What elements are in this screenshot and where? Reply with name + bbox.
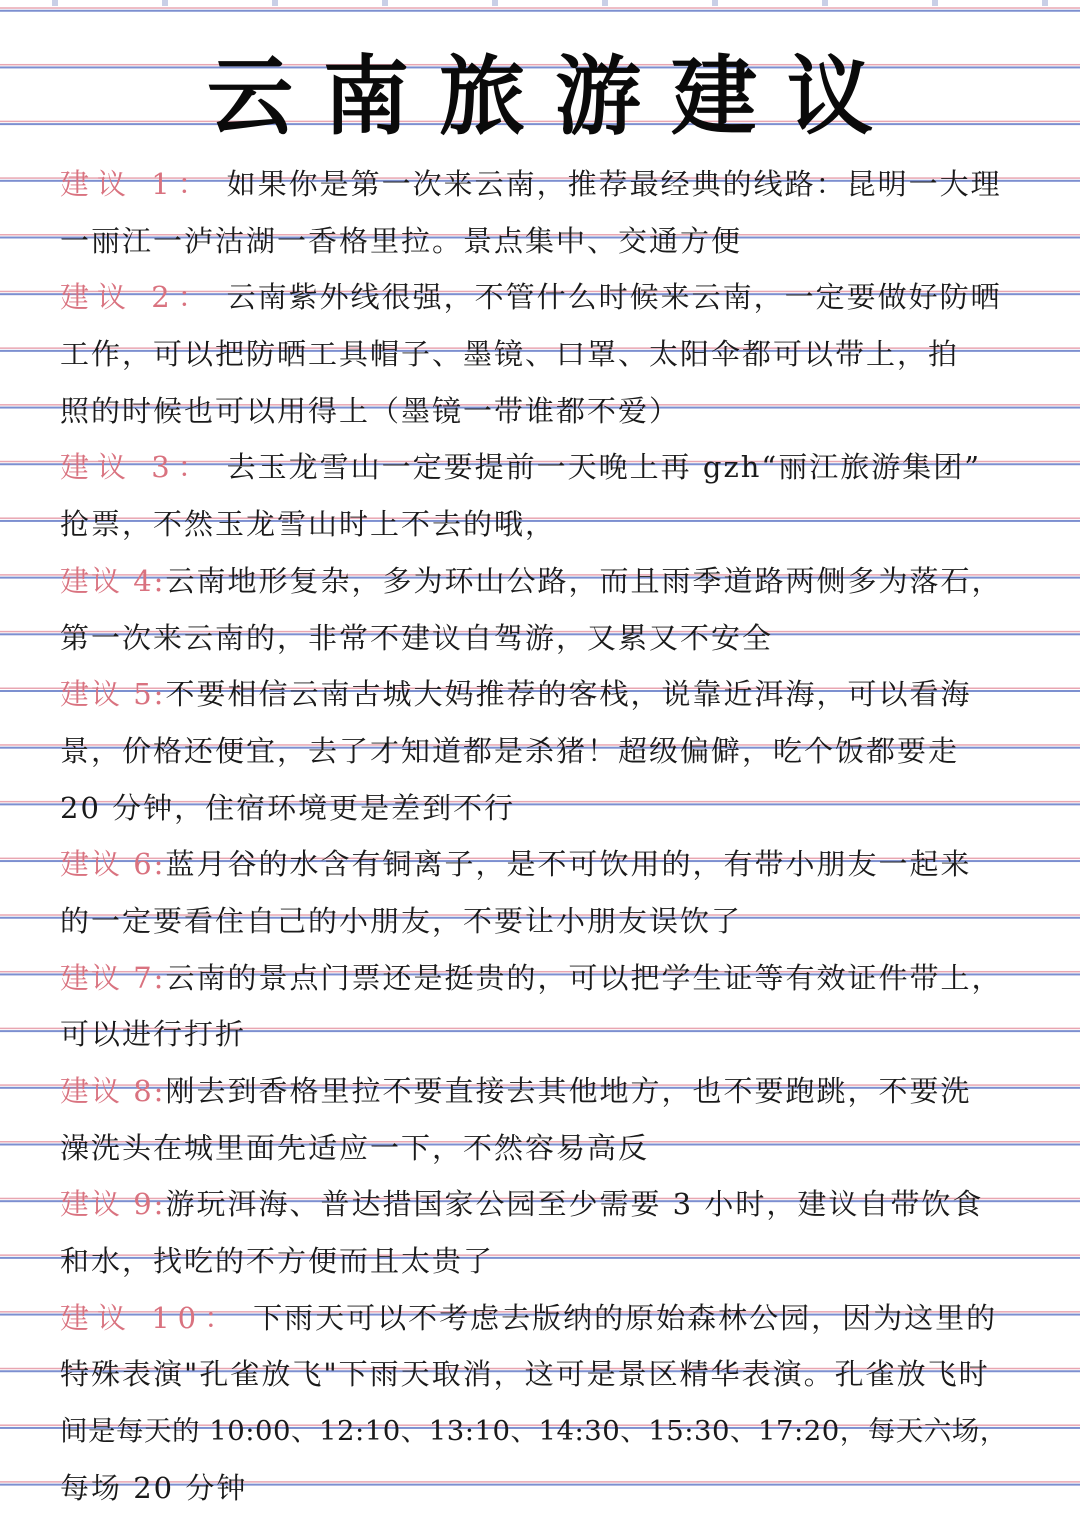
tip-10-line-1: 建议 10： 下雨天可以不考虑去版纳的原始森林公园，因为这里的 xyxy=(60,1290,1020,1347)
tip-4-line-1: 建议 4:云南地形复杂，多为环山公路，而且雨季道路两侧多为落石， xyxy=(60,553,1020,610)
tip-1-line-1: 建议 1： 如果你是第一次来云南，推荐最经典的线路：昆明一大理 xyxy=(60,156,1020,213)
tip-10-line-4: 每场 20 分钟 xyxy=(60,1470,248,1505)
tips-list xyxy=(60,156,1020,1517)
tip-10-line-2: 特殊表演"孔雀放飞"下雨天取消，这可是景区精华表演。孔雀放飞时 xyxy=(60,1357,990,1392)
tip-10-label: 建议 10： xyxy=(60,1300,242,1335)
page-title: 云南旅游建议 xyxy=(207,46,903,147)
tip-4-label: 建议 4: xyxy=(60,563,166,598)
tip-5-line-1: 建议 5:不要相信云南古城大妈推荐的客栈，说靠近洱海，可以看海 xyxy=(60,666,1020,723)
tip-8-line-1: 建议 8:刚去到香格里拉不要直接去其他地方，也不要跑跳，不要洗 xyxy=(60,1063,1020,1120)
tip-7-line-2: 可以进行打折 xyxy=(60,1017,247,1052)
tip-9-line-1: 建议 9:游玩洱海、普达措国家公园至少需要 3 小时，建议自带饮食 xyxy=(60,1176,1020,1233)
tip-1-label: 建议 1： xyxy=(60,167,215,201)
tip-5-line-3: 20 分钟，住宿环境更是差到不行 xyxy=(60,790,516,825)
tip-2-line-2: 工作，可以把防晒工具帽子、墨镜、口罩、太阳伞都可以带上，拍 xyxy=(60,337,960,372)
tip-3-label: 建议 3： xyxy=(60,450,215,485)
tip-7-line-1: 建议 7:云南的景点门票还是挺贵的，可以把学生证等有效证件带上， xyxy=(60,950,1020,1007)
tip-9-label: 建议 9: xyxy=(60,1187,166,1222)
tip-6-line-1: 建议 6:蓝月谷的水含有铜离子，是不可饮用的，有带小朋友一起来 xyxy=(60,836,1020,893)
tip-10-line-3: 间是每天的 10:00、12:10、13:10、14:30、15:30、17:20，每天六场， xyxy=(60,1415,1008,1448)
tip-1-line-2: 一丽江一泸沽湖一香格里拉。景点集中、交通方便 xyxy=(60,223,743,258)
tip-3-line-1: 建议 3： 去玉龙雪山一定要提前一天晚上再 gzh“丽江旅游集团” xyxy=(60,439,1020,496)
tip-6-label: 建议 6: xyxy=(60,847,166,882)
tip-3-line-2: 抢票，不然玉龙雪山时上不去的哦， xyxy=(60,507,557,542)
tip-8-label: 建议 8: xyxy=(60,1074,166,1108)
tip-4-line-2: 第一次来云南的，非常不建议自驾游，又累又不安全 xyxy=(60,620,774,655)
tip-8-line-2: 澡洗头在城里面先适应一下，不然容易高反 xyxy=(60,1130,650,1165)
top-decoration xyxy=(0,0,1080,6)
tip-2-line-1: 建议 2： 云南紫外线很强，不管什么时候来云南，一定要做好防晒 xyxy=(60,269,1020,326)
tip-5-line-2: 景，价格还便宜，去了才知道都是杀猪！超级偏僻，吃个饭都要走 xyxy=(60,733,960,768)
tip-7-label: 建议 7: xyxy=(60,960,166,995)
tip-6-line-2: 的一定要看住自己的小朋友，不要让小朋友误饮了 xyxy=(60,903,743,938)
tip-5-label: 建议 5: xyxy=(60,677,166,712)
tip-9-line-2: 和水，找吃的不方便而且太贵了 xyxy=(60,1244,495,1279)
tip-2-label: 建议 2： xyxy=(60,280,215,315)
tip-2-line-3: 照的时候也可以用得上（墨镜一带谁都不爱） xyxy=(60,393,681,428)
